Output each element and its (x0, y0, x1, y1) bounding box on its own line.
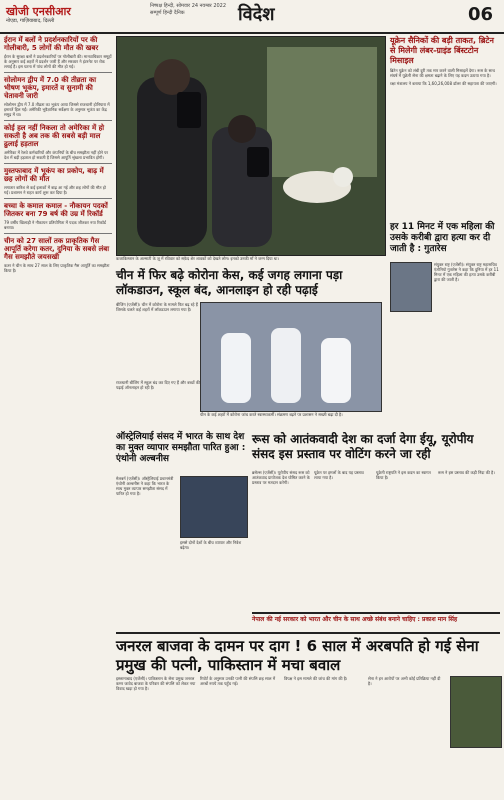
lead-photo-caption: कजाकिस्तान के अल्माटी के ज़ू में रविवार को सफ़ेद शेर शावकों को देखते लोग। इनको उनकी माँ ने जन्म दिया था। (116, 256, 279, 261)
albanese-photo (180, 476, 248, 538)
ukraine-story-headline[interactable]: यूक्रेन सैनिकों की बड़ी ताकत, ब्रिटेन से मिलेगी लंबर-ग्राइंड बिंस्टटोन मिसाइल (390, 36, 494, 65)
china-covid-photo (200, 302, 382, 412)
china-photo-caption: चीन के कई शहरों में कोरोना जांच करते स्वास्थ्यकर्मी। संक्रमण बढ़ने पर प्रशासन ने सख्ती बढ़ा दी है। (200, 412, 343, 417)
edition-type: सम्पूर्ण हिन्दी दैनिक (150, 10, 185, 16)
guterres-photo (390, 262, 432, 312)
zoo-visitors-photo (117, 37, 385, 255)
left-column (4, 36, 112, 796)
bajwa-headline[interactable]: जनरल बाजवा के दामन पर दाग ! 6 साल में अरबपति हो गई सेना प्रमुख की पत्नी, पाकिस्तान में मचा बवाल (116, 632, 500, 675)
eu-story-col-2: यूक्रेन पर हमलों के बाद यह प्रस्ताव लाया गया है। (314, 470, 364, 480)
china-covid-headline[interactable]: चीन में फिर बढ़े कोरोना केस, कई जगह लगाना पड़ा लॉकडाउन, स्कूल बंद, आनलाइन हो रही पढ़ाई (116, 268, 343, 297)
masthead (0, 0, 504, 34)
eu-story-col-1: ब्रसेल्स (एजेंसी)। यूरोपीय संसद रूस को आतंकवाद प्रायोजक देश घोषित करने के प्रस्ताव पर मतदान करेगी। (252, 470, 310, 485)
australia-fta-headline[interactable]: ऑस्ट्रेलियाई संसद में भारत के साथ देश का मुक्त व्यापार समझौता पारित हुआ : एंथोनी अल्बनीस (116, 432, 246, 464)
bajwa-photo (450, 676, 502, 748)
bajwa-story-col-3: विपक्ष ने इस मामले की जांच की मांग की है। (284, 676, 348, 681)
health-workers-photo (201, 303, 381, 411)
divider (4, 72, 112, 73)
us-strike-text: अमेरिका में रेलवे कर्मचारियों और कंपनियों के बीच समझौता नहीं होने पर देश में बड़ी हड़ताल हो सकती है जिससे आपूर्ति श्रृंखला प्रभावित होगी। (4, 150, 109, 160)
china-story-col-1: बीजिंग (एजेंसी)। चीन में कोरोना के मामले फिर बढ़ रहे हैं जिसके चलते कई शहरों में लॉकडाउन लगाया गया है। (116, 302, 198, 312)
lead-photo (116, 36, 386, 256)
section-title: विदेश (238, 4, 275, 25)
bajwa-story-col-1: इस्लामाबाद (एजेंसी)। पाकिस्तान के सेना प्रमुख जनरल कमर जावेद बाजवा के परिवार की संपत्ति को लेकर नया विवाद खड़ा हो गया है। (116, 676, 196, 691)
divider (4, 120, 112, 121)
ukraine-story (390, 36, 500, 216)
ukraine-story-text: ब्रिटेन यूक्रेन को लंबी दूरी तक मार करने वाली मिसाइलें देगा। रूस के साथ संघर्ष में यूक्रेनी सेना की क्षमता बढ़ाने के लिए यह कदम उठाया गया है। (390, 68, 495, 78)
divider (4, 233, 112, 234)
divider (4, 163, 112, 164)
edition-date: निष्पक्ष हिन्दी, सोमवार 24 नवम्बर 2022 (150, 3, 227, 9)
iran-story-headline[interactable]: ईरान में बलों ने प्रदर्शनकारियों पर की गोलीबारी, 5 लोगों की मौत की खबर (4, 36, 99, 52)
australia-story-col-2: इससे दोनों देशों के बीच व्यापार और निवेश बढ़ेगा। (180, 540, 242, 550)
australia-story-col-1: मेलबर्न (एजेंसी)। ऑस्ट्रेलियाई प्रधानमंत्री एंथोनी अल्बनीस ने कहा कि भारत के साथ मुक्त व्यापार समझौता संसद में पारित हो गया है। (116, 476, 174, 496)
guterres-headline[interactable]: हर 11 मिनट में एक महिला की उसके करीबी द्वारा हत्या कर दी जाती है : गुतारेस (390, 222, 495, 254)
brand-subtitle: नोएडा, गाज़ियाबाद, दिल्ली (6, 18, 55, 24)
rowing-story-text: 79 वर्षीय खिलाड़ी ने नौकायन प्रतियोगिता में पदक जीतकर नया रिकॉर्ड बनाया। (4, 220, 106, 230)
flood-story-text: लगातार बारिश से कई इलाकों में बाढ़ आ गई और छह लोगों की मौत हो गई। प्रशासन ने राहत कार्य शुरू कर दिया है। (4, 185, 106, 195)
qatar-gas-text: कतर ने चीन के साथ 27 साल के लिए प्राकृतिक गैस आपूर्ति का समझौता किया है। (4, 263, 110, 273)
rowing-story-headline[interactable]: बच्चा के कमाल कमाल - नौकायन पदकों जितकर बना 79 बर्ष की उम्र में रिकॉर्ड (4, 202, 108, 218)
eu-russia-headline[interactable]: रूस को आतंकवादी देश का दर्जा देगा ईयू, यूरोपीय संसद इस प्रस्ताव पर वोटिंग करने जा रही (252, 432, 474, 461)
solomon-story-headline[interactable]: सोलोमन द्वीप में 7.0 की तीव्रता का भीषण भूकंप, इमारतें व सुनामी की चेतावनी जारी (4, 76, 97, 100)
eu-story-col-3: यूक्रेनी राष्ट्रपति ने इस कदम का स्वागत किया है। (376, 470, 431, 480)
china-story-col-2: राजधानी बीजिंग में स्कूल बंद कर दिए गए हैं और बच्चों की पढ़ाई ऑनलाइन हो रही है। (116, 380, 200, 390)
us-strike-headline[interactable]: कोई हल नहीं निकला तो अमेरिका में हो सकती है अब तक की सबसे बड़ी माल ढुलाई हड़ताल (4, 124, 105, 148)
flood-story-headline[interactable]: मुस्तफाबाद में भूकंप का प्रकोप, बाढ़ में छह लोगों की मौत (4, 167, 104, 183)
page-number: 06 (468, 4, 494, 25)
guterres-story-text: संयुक्त राष्ट्र (एजेंसी)। संयुक्त राष्ट्र महासचिव एंतोनियो गुतारेस ने कहा कि दुनिया में हर 11 मिनट में एक महिला की हत्या उसके करीबी द्वारा की जाती है। (434, 262, 499, 282)
bajwa-story-col-2: रिपोर्ट के अनुसार उनकी पत्नी की संपत्ति छह साल में अरबों रुपये तक पहुँच गई। (200, 676, 276, 686)
qatar-gas-headline[interactable]: चीन को 27 सालों तक प्राकृतिक गैस आपूर्ति करेगा कतर, दुनिया के सबसे लंबा गैस समझौते जयसखी (4, 237, 110, 261)
eu-story-col-4: रूस ने इस प्रस्ताव की कड़ी निंदा की है। (438, 470, 495, 475)
ukraine-story-text-2: रक्षा मंत्रालय ने बताया कि 1,60,26,008 डॉलर की सहायता की जाएगी। (390, 81, 497, 86)
brand-name: खोजी एनसीआर (6, 5, 71, 18)
divider (4, 198, 112, 199)
iran-story-text: ईरान के सुरक्षा बलों ने प्रदर्शनकारियों पर गोलीबारी की। मानवाधिकार समूहों के अनुसार कई शहरों में प्रदर्शन जारी हैं और सरकार ने इंटरनेट पर रोक लगाई है। इस घटना में पांच लोगों की मौत हो गई। (4, 54, 112, 69)
solomon-story-text: सोलोमन द्वीप में 7.0 तीव्रता का भूकंप आया जिससे राजधानी होनियारा में इमारतें हिल गईं। अमेरिकी भूवैज्ञानिक सर्वेक्षण के अनुसार भूकंप का केंद्र समुद्र में था। (4, 102, 110, 117)
nepal-headline[interactable]: नेपाल की नई सरकार को भारत और चीन के साथ अच्छे संबंध बनाने चाहिए : प्रकाश मान सिंह (252, 612, 500, 624)
bajwa-story-col-4: सेना ने इन आरोपों पर अभी कोई प्रतिक्रिया नहीं दी है। (368, 676, 441, 686)
